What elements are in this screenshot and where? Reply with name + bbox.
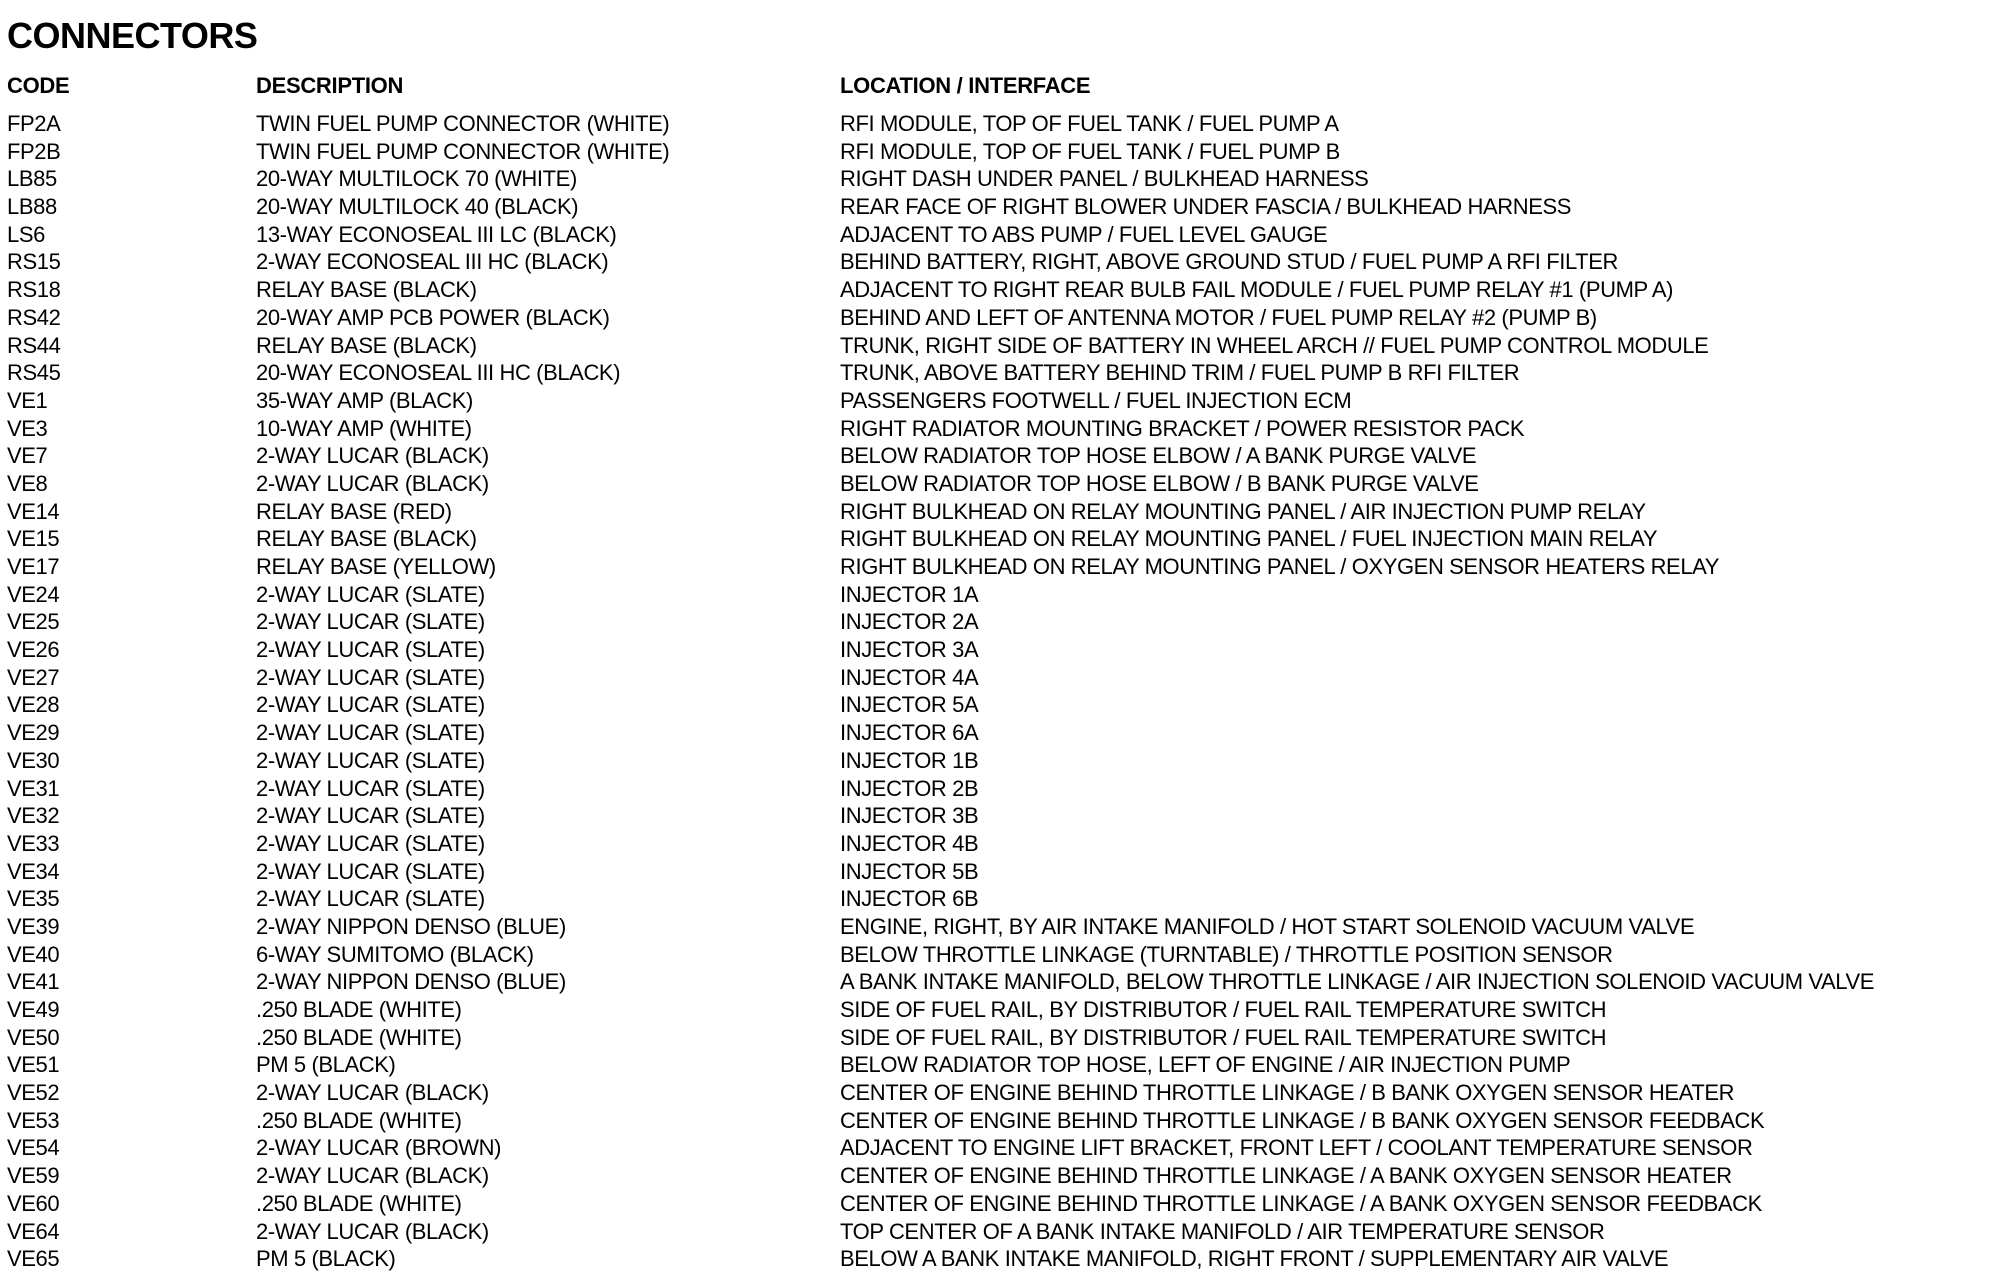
table-row	[0, 719, 1996, 747]
connector-description: .250 BLADE (WHITE)	[256, 997, 462, 1022]
connector-description: 35-WAY AMP (BLACK)	[256, 387, 473, 413]
connector-location: BELOW RADIATOR TOP HOSE, LEFT OF ENGINE / AIR INJECTION PUMP	[840, 1052, 1571, 1078]
connector-description: 2-WAY LUCAR (BLACK)	[256, 1218, 489, 1244]
table-row	[0, 138, 1996, 166]
connector-location: ADJACENT TO RIGHT REAR BULB FAIL MODULE / FUEL PUMP RELAY #1 (PUMP A)	[840, 277, 1674, 303]
connector-location: INJECTOR 3A	[840, 637, 979, 663]
connector-description: RELAY BASE (BLACK)	[256, 526, 477, 552]
table-row	[0, 691, 1996, 719]
connector-code: VE24	[7, 581, 60, 607]
connector-description: 2-WAY LUCAR (SLATE)	[256, 803, 485, 829]
connector-location: CENTER OF ENGINE BEHIND THROTTLE LINKAGE / A BANK OXYGEN SENSOR HEATER	[840, 1163, 1732, 1189]
connector-code: VE35	[7, 886, 60, 912]
table-row	[0, 775, 1996, 803]
connector-location: BELOW THROTTLE LINKAGE (TURNTABLE) / THROTTLE POSITION SENSOR	[840, 941, 1613, 967]
connector-location: CENTER OF ENGINE BEHIND THROTTLE LINKAGE / B BANK OXYGEN SENSOR HEATER	[840, 1080, 1735, 1106]
connector-location: BEHIND AND LEFT OF ANTENNA MOTOR / FUEL PUMP RELAY #2 (PUMP B)	[840, 304, 1597, 330]
connector-description: 2-WAY LUCAR (SLATE)	[256, 609, 485, 635]
connector-description: 20-WAY MULTILOCK 70 (WHITE)	[256, 166, 577, 192]
connector-location: RIGHT BULKHEAD ON RELAY MOUNTING PANEL / AIR INJECTION PUMP RELAY	[840, 498, 1646, 524]
connector-code: VE15	[7, 526, 60, 552]
connector-description: 20-WAY AMP PCB POWER (BLACK)	[256, 304, 610, 330]
connector-code: VE60	[7, 1190, 60, 1216]
connector-code: VE34	[7, 858, 60, 884]
table-row	[0, 664, 1996, 692]
table-row	[0, 1162, 1996, 1190]
connector-code: VE51	[7, 1052, 60, 1078]
table-row	[0, 165, 1996, 193]
table-row	[0, 359, 1996, 387]
connector-location: INJECTOR 2A	[840, 609, 979, 635]
table-row	[0, 332, 1996, 360]
connector-description: RELAY BASE (RED)	[256, 498, 452, 524]
table-row	[0, 1245, 1996, 1273]
connector-description: .250 BLADE (WHITE)	[256, 1024, 462, 1050]
table-row	[0, 830, 1996, 858]
connector-description: 10-WAY AMP (WHITE)	[256, 415, 472, 441]
table-row	[0, 636, 1996, 664]
connector-code: VE49	[7, 997, 60, 1022]
header-description: DESCRIPTION	[256, 73, 404, 98]
connector-location: INJECTOR 3B	[840, 803, 979, 829]
table-row	[0, 941, 1996, 969]
table-row	[0, 470, 1996, 498]
connector-description: 2-WAY LUCAR (BLACK)	[256, 1163, 489, 1189]
connector-location: CENTER OF ENGINE BEHIND THROTTLE LINKAGE / B BANK OXYGEN SENSOR FEEDBACK	[840, 1107, 1765, 1133]
connector-location: RFI MODULE, TOP OF FUEL TANK / FUEL PUMP A	[840, 111, 1339, 136]
connector-code: VE39	[7, 913, 60, 939]
table-row	[0, 581, 1996, 609]
table-row	[0, 498, 1996, 526]
connector-table-body	[0, 110, 1996, 1273]
connector-location: BELOW RADIATOR TOP HOSE ELBOW / B BANK PURGE VALVE	[840, 470, 1479, 496]
connector-code: VE65	[7, 1246, 60, 1272]
connector-location: TRUNK, RIGHT SIDE OF BATTERY IN WHEEL ARCH // FUEL PUMP CONTROL MODULE	[840, 332, 1709, 358]
connector-description: 2-WAY NIPPON DENSO (BLUE)	[256, 913, 566, 939]
connector-description: 2-WAY LUCAR (SLATE)	[256, 637, 485, 663]
connector-location: SIDE OF FUEL RAIL, BY DISTRIBUTOR / FUEL RAIL TEMPERATURE SWITCH	[840, 997, 1607, 1022]
connector-location: SIDE OF FUEL RAIL, BY DISTRIBUTOR / FUEL RAIL TEMPERATURE SWITCH	[840, 1024, 1607, 1050]
connector-location: BEHIND BATTERY, RIGHT, ABOVE GROUND STUD / FUEL PUMP A RFI FILTER	[840, 249, 1618, 275]
connector-location: PASSENGERS FOOTWELL / FUEL INJECTION ECM	[840, 387, 1352, 413]
table-row	[0, 193, 1996, 221]
table-row	[0, 885, 1996, 913]
table-header	[0, 72, 1996, 100]
connector-description: RELAY BASE (YELLOW)	[256, 554, 496, 579]
connector-description: 2-WAY LUCAR (SLATE)	[256, 858, 485, 884]
connector-code: VE8	[7, 470, 48, 496]
connector-location: INJECTOR 2B	[840, 775, 979, 801]
connector-description: 2-WAY LUCAR (BLACK)	[256, 470, 489, 496]
connector-location: INJECTOR 4B	[840, 830, 979, 856]
table-row	[0, 221, 1996, 249]
connector-location: INJECTOR 5A	[840, 692, 979, 718]
connector-location: REAR FACE OF RIGHT BLOWER UNDER FASCIA / BULKHEAD HARNESS	[840, 194, 1572, 220]
table-row	[0, 1079, 1996, 1107]
table-row	[0, 1024, 1996, 1052]
connector-description: 2-WAY LUCAR (BLACK)	[256, 1080, 489, 1106]
table-row	[0, 1107, 1996, 1135]
connector-description: TWIN FUEL PUMP CONNECTOR (WHITE)	[256, 138, 670, 164]
table-row	[0, 1051, 1996, 1079]
connector-location: INJECTOR 1A	[840, 581, 979, 607]
table-row	[0, 276, 1996, 304]
connector-code: VE54	[7, 1135, 60, 1161]
connector-code: VE27	[7, 664, 60, 690]
connector-location: RFI MODULE, TOP OF FUEL TANK / FUEL PUMP B	[840, 138, 1340, 164]
connector-location: RIGHT RADIATOR MOUNTING BRACKET / POWER RESISTOR PACK	[840, 415, 1525, 441]
table-row	[0, 415, 1996, 443]
connector-code: VE25	[7, 609, 60, 635]
connector-code: VE28	[7, 692, 60, 718]
connector-description: 20-WAY MULTILOCK 40 (BLACK)	[256, 194, 579, 220]
table-row	[0, 553, 1996, 581]
connector-description: 2-WAY ECONOSEAL III HC (BLACK)	[256, 249, 609, 275]
connector-description: 2-WAY LUCAR (SLATE)	[256, 664, 485, 690]
connector-code: VE41	[7, 969, 60, 995]
connector-description: .250 BLADE (WHITE)	[256, 1107, 462, 1133]
header-code: CODE	[7, 73, 70, 98]
connector-description: RELAY BASE (BLACK)	[256, 332, 477, 358]
connector-description: TWIN FUEL PUMP CONNECTOR (WHITE)	[256, 111, 670, 136]
connector-code: VE17	[7, 554, 60, 579]
connector-code: VE33	[7, 830, 60, 856]
connector-location: INJECTOR 4A	[840, 664, 979, 690]
table-row	[0, 110, 1996, 138]
connector-code: VE50	[7, 1024, 60, 1050]
connector-code: VE30	[7, 747, 60, 773]
table-row	[0, 1218, 1996, 1246]
connector-description: 2-WAY NIPPON DENSO (BLUE)	[256, 969, 566, 995]
connector-description: 2-WAY LUCAR (SLATE)	[256, 720, 485, 746]
table-row	[0, 858, 1996, 886]
table-row	[0, 1190, 1996, 1218]
table-row	[0, 802, 1996, 830]
connector-description: 2-WAY LUCAR (SLATE)	[256, 775, 485, 801]
connector-location: INJECTOR 6A	[840, 720, 979, 746]
connector-code: VE64	[7, 1218, 60, 1244]
connector-code: RS45	[7, 360, 61, 386]
connector-location: A BANK INTAKE MANIFOLD, BELOW THROTTLE LINKAGE / AIR INJECTION SOLENOID VACUUM VALVE	[840, 969, 1875, 995]
connector-code: LS6	[7, 221, 45, 247]
connector-location: TOP CENTER OF A BANK INTAKE MANIFOLD / AIR TEMPERATURE SENSOR	[840, 1218, 1605, 1244]
table-row	[0, 968, 1996, 996]
connector-code: VE14	[7, 498, 60, 524]
connector-location: INJECTOR 6B	[840, 886, 979, 912]
connector-code: VE29	[7, 720, 60, 746]
table-row	[0, 747, 1996, 775]
connector-code: RS15	[7, 249, 61, 275]
connector-location: RIGHT DASH UNDER PANEL / BULKHEAD HARNESS	[840, 166, 1369, 192]
connector-code: VE7	[7, 443, 48, 469]
connector-description: .250 BLADE (WHITE)	[256, 1190, 462, 1216]
connector-code: VE3	[7, 415, 48, 441]
connector-location: INJECTOR 5B	[840, 858, 979, 884]
connector-code: VE52	[7, 1080, 60, 1106]
header-location: LOCATION / INTERFACE	[840, 73, 1091, 98]
connector-description: 13-WAY ECONOSEAL III LC (BLACK)	[256, 221, 617, 247]
table-row	[0, 387, 1996, 415]
connector-code: RS44	[7, 332, 61, 358]
connector-code: VE40	[7, 941, 60, 967]
table-row	[0, 525, 1996, 553]
connector-location: RIGHT BULKHEAD ON RELAY MOUNTING PANEL / FUEL INJECTION MAIN RELAY	[840, 526, 1658, 552]
connector-description: 2-WAY LUCAR (BROWN)	[256, 1135, 502, 1161]
connector-code: RS18	[7, 277, 61, 303]
connector-location: BELOW RADIATOR TOP HOSE ELBOW / A BANK PURGE VALVE	[840, 443, 1477, 469]
connector-code: VE53	[7, 1107, 60, 1133]
connector-code: FP2B	[7, 138, 61, 164]
connector-location: INJECTOR 1B	[840, 747, 979, 773]
page-title: CONNECTORS	[7, 15, 258, 56]
table-row	[0, 442, 1996, 470]
connector-code: VE31	[7, 775, 60, 801]
connector-description: 2-WAY LUCAR (SLATE)	[256, 886, 485, 912]
connector-description: 2-WAY LUCAR (SLATE)	[256, 581, 485, 607]
connector-code: VE26	[7, 637, 60, 663]
connector-code: VE59	[7, 1163, 60, 1189]
connector-description: 2-WAY LUCAR (BLACK)	[256, 443, 489, 469]
table-row	[0, 608, 1996, 636]
connector-code: VE1	[7, 387, 48, 413]
connector-description: 20-WAY ECONOSEAL III HC (BLACK)	[256, 360, 621, 386]
connector-location: CENTER OF ENGINE BEHIND THROTTLE LINKAGE / A BANK OXYGEN SENSOR FEEDBACK	[840, 1190, 1762, 1216]
connector-description: 2-WAY LUCAR (SLATE)	[256, 830, 485, 856]
connector-code: RS42	[7, 304, 61, 330]
connector-location: BELOW A BANK INTAKE MANIFOLD, RIGHT FRONT / SUPPLEMENTARY AIR VALVE	[840, 1246, 1669, 1272]
table-row	[0, 996, 1996, 1024]
connector-location: TRUNK, ABOVE BATTERY BEHIND TRIM / FUEL PUMP B RFI FILTER	[840, 360, 1520, 386]
connector-location: ADJACENT TO ABS PUMP / FUEL LEVEL GAUGE	[840, 221, 1328, 247]
table-row	[0, 304, 1996, 332]
connector-description: PM 5 (BLACK)	[256, 1052, 396, 1078]
connector-code: LB85	[7, 166, 57, 192]
connector-code: FP2A	[7, 111, 61, 136]
table-row	[0, 248, 1996, 276]
connector-code: LB88	[7, 194, 57, 220]
connector-description: PM 5 (BLACK)	[256, 1246, 396, 1272]
connector-description: RELAY BASE (BLACK)	[256, 277, 477, 303]
connector-location: RIGHT BULKHEAD ON RELAY MOUNTING PANEL / OXYGEN SENSOR HEATERS RELAY	[840, 554, 1720, 579]
connector-location: ENGINE, RIGHT, BY AIR INTAKE MANIFOLD / HOT START SOLENOID VACUUM VALVE	[840, 913, 1695, 939]
connector-description: 2-WAY LUCAR (SLATE)	[256, 747, 485, 773]
table-row	[0, 1134, 1996, 1162]
table-row	[0, 913, 1996, 941]
connector-code: VE32	[7, 803, 60, 829]
connector-description: 2-WAY LUCAR (SLATE)	[256, 692, 485, 718]
connector-description: 6-WAY SUMITOMO (BLACK)	[256, 941, 534, 967]
connector-location: ADJACENT TO ENGINE LIFT BRACKET, FRONT LEFT / COOLANT TEMPERATURE SENSOR	[840, 1135, 1753, 1161]
